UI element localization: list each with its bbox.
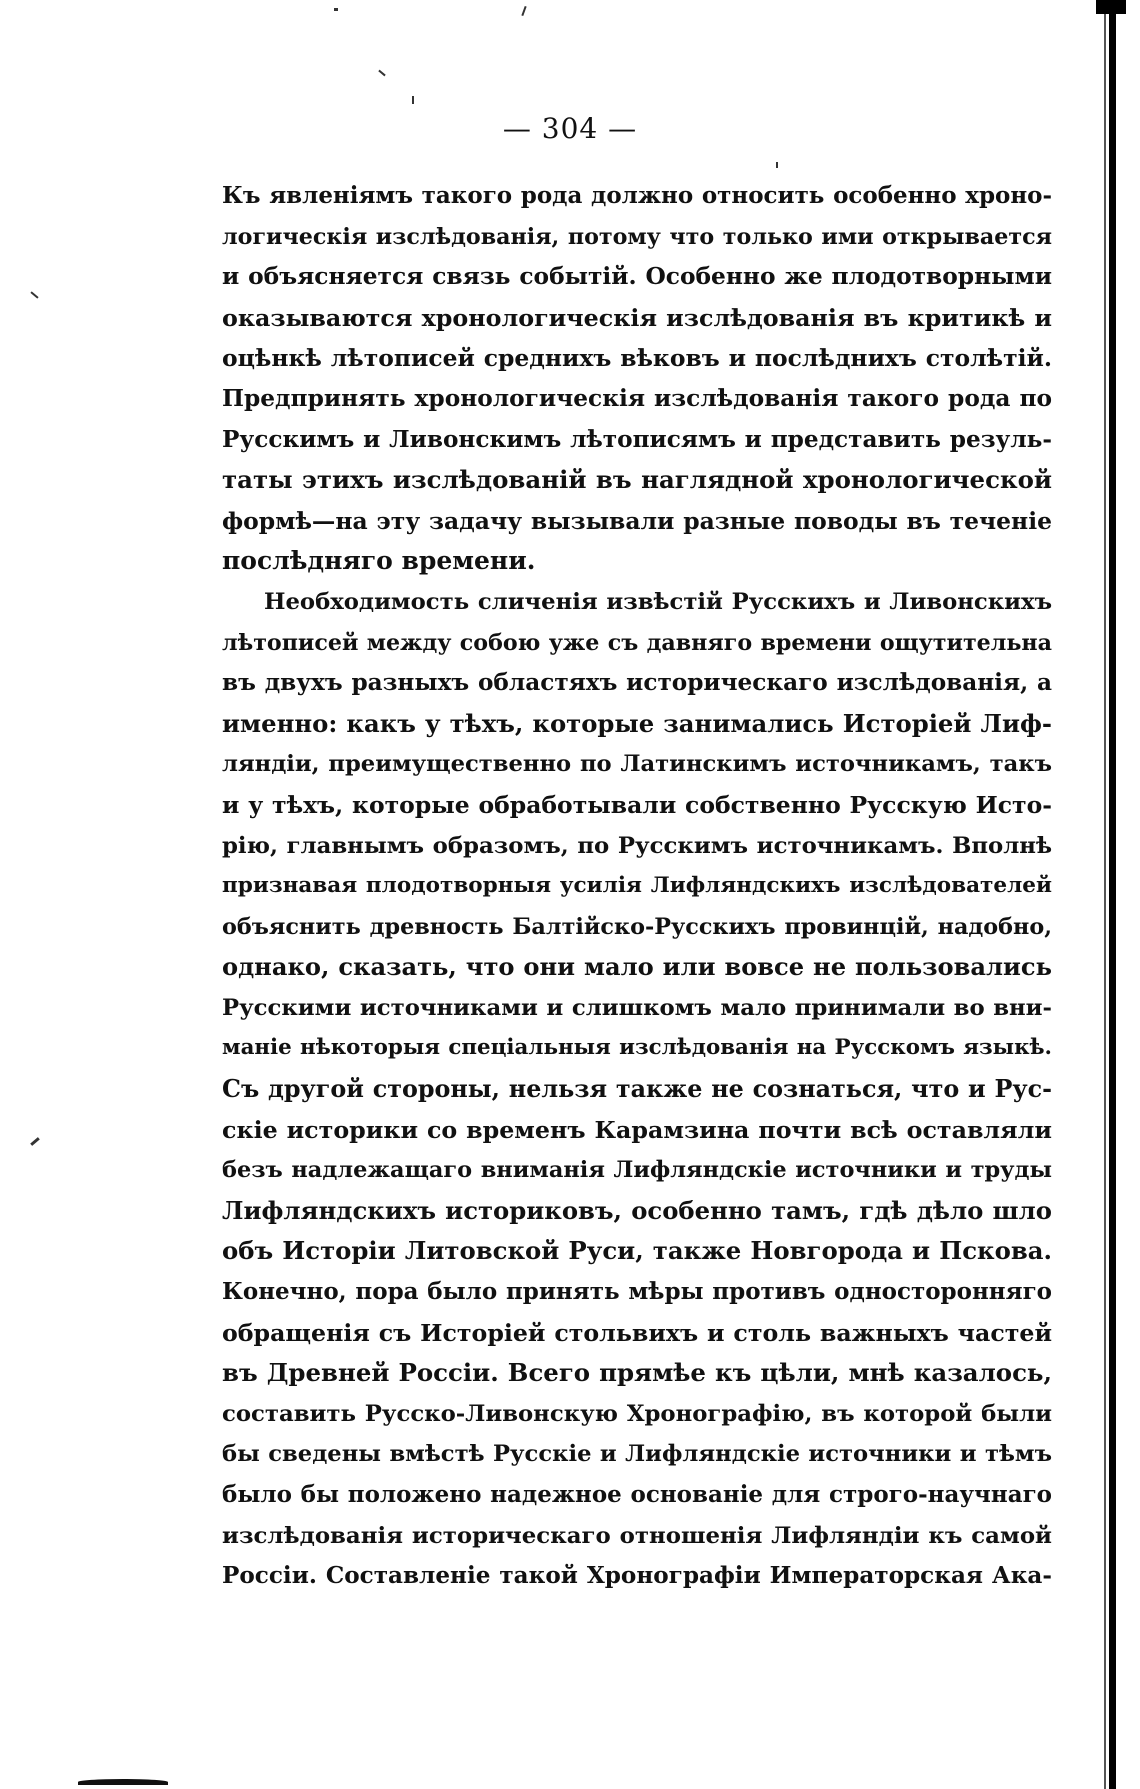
- scan-speck: [30, 1137, 40, 1146]
- scan-speck: [412, 96, 414, 104]
- text-line: Русскими источниками и слишкомъ мало принимали во вни-: [222, 994, 1052, 1021]
- text-line: и объясняется связь событій. Особенно же плодотворными: [222, 263, 1052, 291]
- text-line: формѣ—на эту задачу вызывали разные поводы въ теченіе: [222, 506, 1052, 535]
- paragraph-1: [222, 176, 1052, 582]
- text-line: лѣтописей между собою уже съ давняго времени ощутительна: [222, 629, 1052, 656]
- scan-speck: [334, 8, 338, 11]
- text-line: однако, сказать, что они мало или вовсе не пользовались: [222, 952, 1052, 982]
- text-line: оцѣнкѣ лѣтописей среднихъ вѣковъ и послѣднихъ столѣтій.: [222, 344, 1052, 373]
- text-line: Русскимъ и Ливонскимъ лѣтописямъ и представить резуль-: [222, 425, 1052, 453]
- text-line: Къ явленіямъ такого рода должно относить особенно хроно-: [222, 182, 1052, 209]
- text-line: Россіи. Составленіе такой Хронографіи Императорская Ака-: [222, 1562, 1052, 1590]
- text-line: изслѣдованія историческаго отношенія Лифляндіи къ самой: [222, 1522, 1052, 1549]
- text-line: признавая плодотворныя усилія Лифляндскихъ изслѣдователей: [222, 873, 1052, 899]
- text-line: скіе историки со временъ Карамзина почти всѣ оставляли: [222, 1115, 1052, 1144]
- text-line: безъ надлежащаго вниманія Лифляндскіе источники и труды: [222, 1157, 1052, 1184]
- text-line: Конечно, пора было принять мѣры противъ односторонняго: [222, 1278, 1052, 1306]
- scan-speck: [521, 6, 526, 16]
- text-line: логическія изслѣдованія, потому что только ими открывается: [222, 223, 1052, 250]
- scan-speck: [378, 70, 385, 77]
- text-line: Съ другой стороны, нельзя также не сознаться, что и Рус-: [222, 1075, 1052, 1104]
- text-line: именно: какъ у тѣхъ, которые занимались Исторіей Лиф-: [222, 708, 1052, 738]
- text-line: составить Русско-Ливонскую Хронографію, въ которой были: [222, 1400, 1052, 1427]
- text-line: бы сведены вмѣстѣ Русскіе и Лифляндскіе источники и тѣмъ: [222, 1441, 1052, 1468]
- scan-edge-bottom: [78, 1779, 168, 1785]
- text-line: таты этихъ изслѣдованій въ наглядной хронологической: [222, 465, 1052, 495]
- text-line: объ Исторіи Литовской Руси, также Новгорода и Пскова.: [222, 1236, 1052, 1266]
- scan-edge-corner: [1096, 0, 1126, 14]
- text-line: маніе нѣкоторыя спеціальныя изслѣдованія на Русскомъ языкѣ.: [222, 1035, 1052, 1061]
- text-line: было бы положено надежное основаніе для строго-научнаго: [222, 1481, 1052, 1508]
- body-text: [222, 176, 1052, 1597]
- text-line: рію, главнымъ образомъ, по Русскимъ источникамъ. Вполнѣ: [222, 832, 1052, 859]
- scan-edge-right-inner: [1104, 0, 1106, 1789]
- text-line: въ двухъ разныхъ областяхъ историческаго изслѣдованія, а: [222, 669, 1052, 697]
- text-line: объяснить древность Балтійско-Русскихъ провинцій, надобно,: [222, 913, 1052, 940]
- text-line: Лифляндскихъ историковъ, особенно тамъ, гдѣ дѣло шло: [222, 1195, 1052, 1225]
- text-line: ляндіи, преимущественно по Латинскимъ источникамъ, такъ: [222, 751, 1052, 778]
- text-line: послѣдняго времени.: [222, 546, 536, 576]
- text-line: обращенія съ Исторіей стольвихъ и столь важныхъ частей: [222, 1318, 1052, 1347]
- page-number: — 304 —: [502, 112, 638, 145]
- scan-edge-right: [1109, 0, 1116, 1789]
- text-line: и у тѣхъ, которые обработывали собственно Русскую Исто-: [222, 790, 1052, 819]
- text-line: Предпринять хронологическія изслѣдованія такого рода по: [222, 384, 1052, 412]
- text-line: оказываются хронологическія изслѣдованія въ критикѣ и: [222, 303, 1052, 332]
- scan-speck: [30, 291, 38, 298]
- paragraph-2: [222, 582, 1052, 1597]
- scan-speck: [776, 162, 778, 168]
- text-line: Необходимость сличенія извѣстій Русскихъ и Ливонскихъ: [264, 588, 1052, 615]
- text-line: въ Древней Россіи. Всего прямѣе къ цѣли, мнѣ казалось,: [222, 1358, 1052, 1388]
